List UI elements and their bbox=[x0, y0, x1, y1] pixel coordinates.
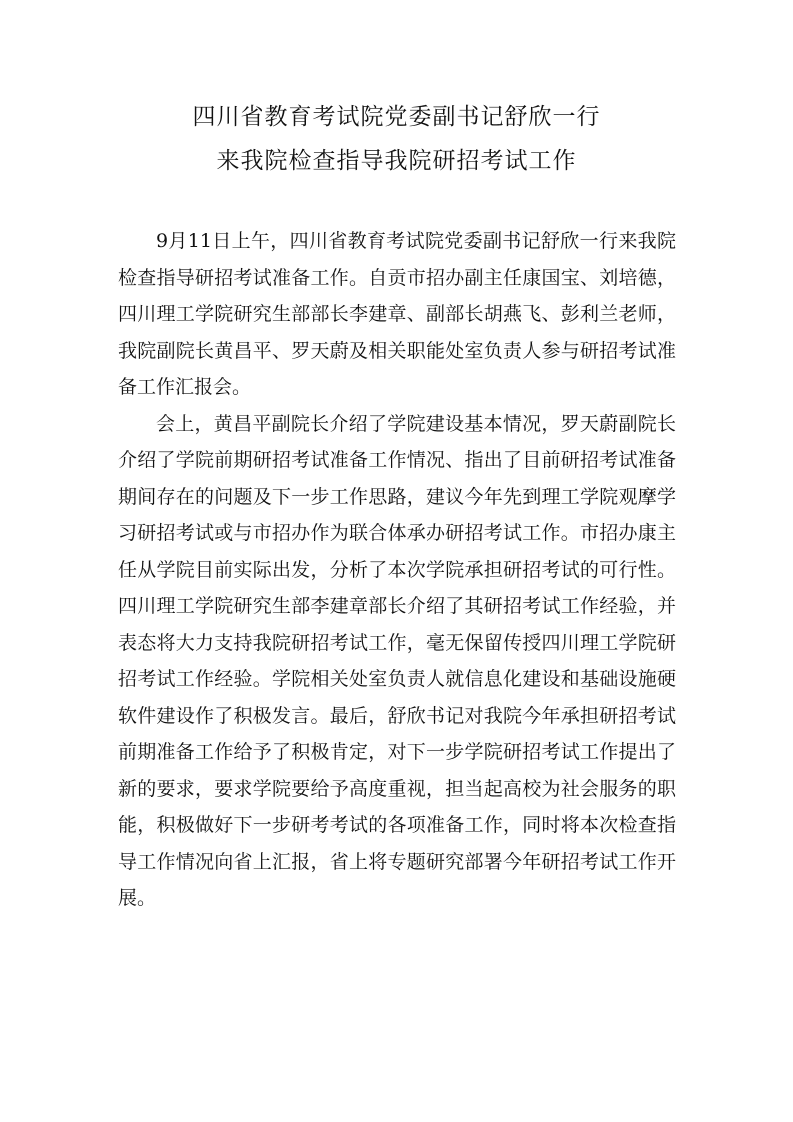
paragraph-1: 9月11日上午，四川省教育考试院党委副书记舒欣一行来我院检查指导研招考试准备工作。自贡市招办副主任康国宝、刘培德，四川理工学院研究生部部长李建章、副部长胡燕飞、彭利兰老师，我院副院长黄昌平、罗天蔚及相关职能处室负责人参与研招考试准备工作汇报会。 bbox=[118, 230, 676, 398]
document-body bbox=[118, 223, 676, 917]
document-title-line-2: 来我院检查指导我院研招考试工作 bbox=[216, 148, 577, 174]
document-title-line-1: 四川省教育考试院党委副书记舒欣一行 bbox=[192, 104, 601, 130]
paragraph-2: 会上，黄昌平副院长介绍了学院建设基本情况，罗天蔚副院长介绍了学院前期研招考试准备工作情况、指出了目前研招考试准备期间存在的问题及下一步工作思路，建议今年先到理工学院观摩学习研招考试或与市招办作为联合体承办研招考试工作。市招办康主任从学院目前实际出发，分析了本次学院承担研招考试的可行性。四川理工学院研究生部李建章部长介绍了其研招考试工作经验，并表态将大力支持我院研招考试工作，毫无保留传授四川理工学院研招考试工作经验。学院相关处室负责人就信息化建设和基础设施硬软件建设作了积极发言。最后，舒欣书记对我院今年承担研招考试前期准备工作给予了积极肯定，对下一步学院研招考试工作提出了新的要求，要求学院要给予高度重视，担当起高校为社会服务的职能，积极做好下一步研考考试的各项准备工作，同时将本次检查指导工作情况向省上汇报，省上将专题研究部署今年研招考试工作开展。 bbox=[118, 412, 676, 909]
